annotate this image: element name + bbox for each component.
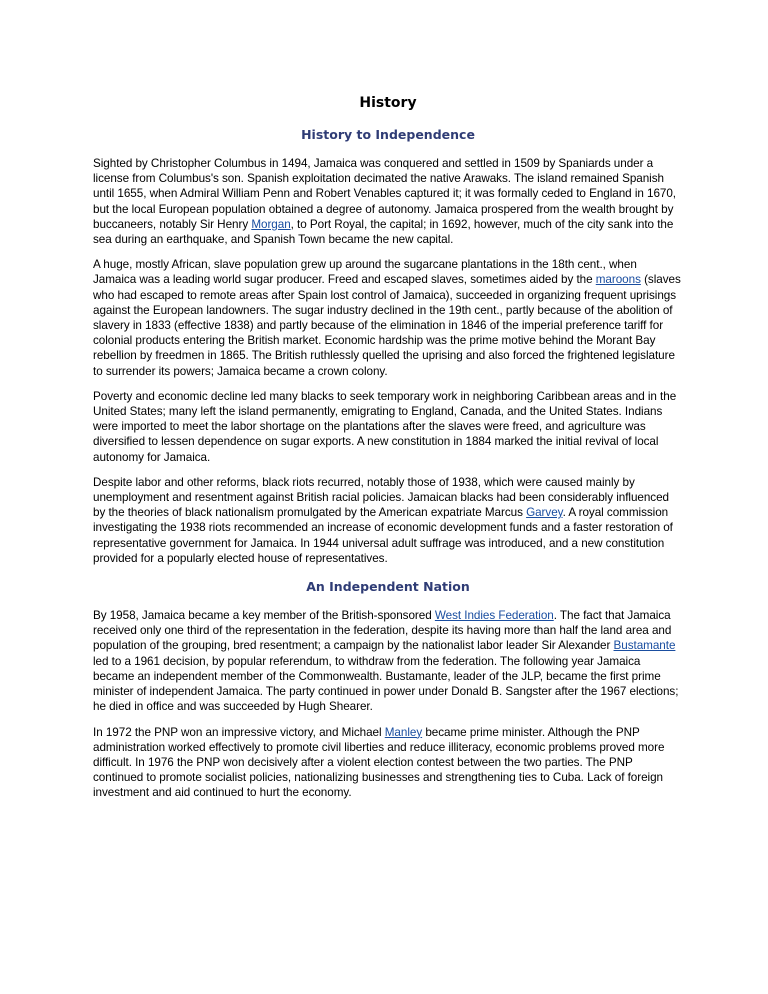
section-heading-independent-nation: An Independent Nation — [306, 579, 470, 595]
link-west-indies-federation[interactable]: West Indies Federation — [434, 609, 554, 623]
link-maroons[interactable]: maroons — [595, 273, 641, 287]
link-manley[interactable]: Manley — [384, 725, 423, 739]
paragraph-slave-population: A huge, mostly African, slave population grew up around the sugarcane plantations in the 18th cent., when Jamaica was a leading world sugar producer. Freed and escaped slaves, sometimes aided by the maroons (slaves who had escaped to remote areas after Spain lost control of Jamaica), succeeded in organizing frequent uprisings against the European landowners. The sugar industry declined in the 19th cent., partly because of the abolition of slavery in 1833 (effective 1838) and partly because of the elimination in 1846 of the imperial preference tariff for colonial products entering the British market. Economic hardship was the prime motive behind the Morant Bay rebellion by freedmen in 1865. The British ruthlessly quelled the uprising and also forced the frightened legislature to surrender its powers; Jamaica became a crown colony. — [93, 258, 681, 378]
section-heading-history-to-independence: History to Independence — [301, 127, 475, 142]
paragraph-columbus: Sighted by Christopher Columbus in 1494, Jamaica was conquered and settled in 1509 by Spaniards under a license from Columbus's son. Spanish exploitation decimated the native Arawaks. The island remained Spanish until 1655, when Admiral William Penn and Robert Venables captured it; it was formally ceded to England in 1670, but the local European population obtained a degree of autonomy. Jamaica prospered from the wealth brought by buccaneers, notably Sir Henry Morgan, to Port Royal, the capital; in 1692, however, much of the city sank into the sea during an earthquake, and Spanish Town became the new capital. — [93, 157, 677, 247]
link-bustamante[interactable]: Bustamante — [613, 639, 676, 653]
link-morgan[interactable]: Morgan — [251, 217, 291, 231]
page-title: History — [359, 95, 417, 111]
paragraph-labor-reforms: Despite labor and other reforms, black riots recurred, notably those of 1938, which were caused mainly by unemployment and resentment against British racial policies. Jamaican blacks had been considerably influenced by the theories of black nationalism promulgated by the American expatriate Marcus Garvey. A royal commission investigating the 1938 riots recommended an increase of economic development funds and a faster restoration of representative government for Jamaica. In 1944 universal adult suffrage was introduced, and a new constitution provided for a popularly elected house of representatives. — [93, 475, 673, 565]
link-garvey[interactable]: Garvey — [526, 506, 563, 520]
paragraph-poverty: Poverty and economic decline led many blacks to seek temporary work in neighboring Caribbean areas and in the United States; many left the island permanently, emigrating to England, Canada, and the United States. Indians were imported to meet the labor shortage on the plantations after the slaves were freed, and agriculture was diversified to lessen dependence on sugar exports. A new constitution in 1884 marked the initial revival of local autonomy for Jamaica. — [93, 389, 677, 464]
document-body — [93, 94, 683, 811]
paragraph-federation: By 1958, Jamaica became a key member of the British-sponsored West Indies Federation. The fact that Jamaica received only one third of the representation in the federation, despite its having more than half the land area and population of the grouping, bred resentment; a campaign by the nationalist labor leader Sir Alexander Bustamante led to a 1961 decision, by popular referendum, to withdraw from the federation. The following year Jamaica became an independent member of the Commonwealth. Bustamante, leader of the JLP, became the first prime minister of independent Jamaica. The party continued in power under Donald B. Sangster after the 1967 elections; he died in office and was succeeded by Hugh Shearer. — [93, 609, 679, 714]
paragraph-pnp-1972: In 1972 the PNP won an impressive victory, and Michael Manley became prime minister. Although the PNP administration worked effectively to promote civil liberties and reduce illiteracy, economic problems proved more difficult. In 1976 the PNP won decisively after a violent election contest between the two parties. The PNP continued to promote socialist policies, nationalizing businesses and strengthening ties to Cuba. Lack of foreign investment and aid continued to hurt the economy. — [93, 725, 665, 800]
